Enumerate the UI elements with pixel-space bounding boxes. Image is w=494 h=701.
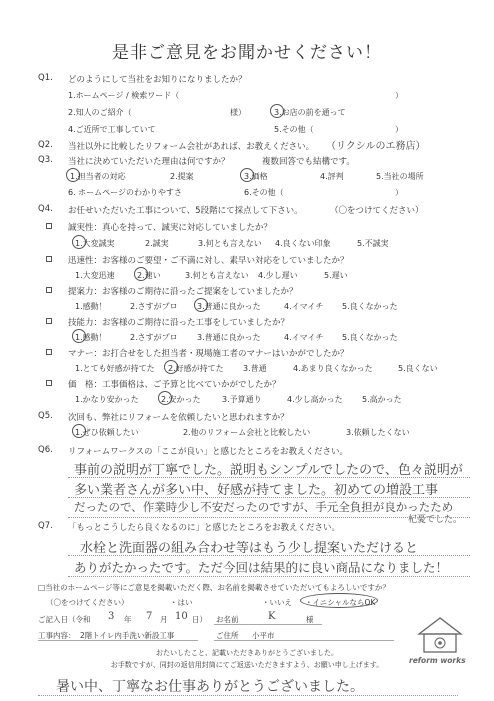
publish-note: （〇をつけてください） xyxy=(46,598,129,607)
q4-item-3-opt-2: 2.さすがプロ xyxy=(130,302,178,311)
work-underline xyxy=(38,640,198,641)
page-title: 是非ご意見をお聞かせください！ xyxy=(112,43,382,63)
entry-work: 2階トイレ内手洗い新設工事 xyxy=(80,631,175,640)
q5-question: 次回も、弊社にリフォームを依頼したいと思われますか？ xyxy=(68,413,289,423)
q1-option-2-mid: 様） xyxy=(230,108,246,117)
q6-answer-line-1: 事前の説明が丁寧でした。説明もシンプルでしたので、色々説明が xyxy=(74,463,463,478)
q1-option-5: 5.その他（ xyxy=(274,125,314,134)
footer-line-1: おたいしたこと、記載いただきありがとうございました。 xyxy=(156,649,338,657)
address-underline xyxy=(214,640,394,641)
q4-item-4-opt-3: 3.普通に良かった xyxy=(197,333,261,342)
q4-item-5-opt-3: 3.普通 xyxy=(243,364,267,373)
footer-line-2: お手数ですが、同封の返信用封筒にてご返送いただきますよう、お願い申し上げます。 xyxy=(110,661,384,669)
q4-item-3-opt-1: 1.感動！ xyxy=(75,302,107,311)
entry-work-label: 工事内容： xyxy=(38,631,76,640)
q3-option-5: 5.当社の場所 xyxy=(376,172,424,181)
q1-option-5-close: ） xyxy=(395,125,403,134)
q7-answer-line-2: ありがたかったです。ただ今回は結果的に良い商品になりました！ xyxy=(74,560,449,575)
q4-item-4-opt-2: 2.さすがプロ xyxy=(130,333,178,342)
q4-item-1-checkbox xyxy=(46,223,52,229)
q5-option-1: 1.ぜひ依頼したい xyxy=(75,428,139,437)
logo-text: reform works xyxy=(409,656,466,665)
q7-answer-line-1: 水栓と洗面器の組み合わせ等はもう少し提案いただけると xyxy=(80,541,419,556)
q4-item-5-label: マナー：お打合せをした担当者・現場施工者のマナーはいかがでしたか？ xyxy=(68,349,349,359)
q3-option-4: 4.評判 xyxy=(320,172,344,181)
q6-question: リフォームワークスの「ここが良い」と感じたところをお教えください。 xyxy=(68,447,348,457)
q4-item-1-label: 誠実性：真心を持って、誠実に対応していましたか？ xyxy=(68,223,272,233)
q4-item-4-label: 技能力：お客様のご期待に沿った工事をしていましたか？ xyxy=(68,318,290,328)
entry-address: 小平市 xyxy=(252,631,275,640)
q7-number: Q7. xyxy=(38,521,53,531)
q4-item-5-opt-1: 1.とても好感が持てた xyxy=(75,364,155,373)
q4-item-6-opt-2: 2.安かった xyxy=(161,395,201,404)
q3-option-3: 3.価格 xyxy=(244,172,268,181)
publish-yes: ・はい xyxy=(170,598,193,607)
entry-date-label: ご記入日（令和 xyxy=(38,615,91,624)
q4-question: お任せいただいた工事について、5段階にて採点して下さい。 xyxy=(68,206,303,216)
q4-item-3-label: 提案力：お客様のご期待に沿ったご提案をしていましたか？ xyxy=(68,287,298,297)
q3-option-2: 2.提案 xyxy=(170,172,194,181)
q5-option-2: 2.他のリフォーム会社と比較したい xyxy=(183,428,311,437)
name-underline xyxy=(214,624,322,625)
footer-rule xyxy=(38,695,458,696)
q4-item-5-opt-2: 2.好感が持てた xyxy=(168,364,224,373)
q4-item-4-opt-4: 4.イマイチ xyxy=(284,333,324,342)
q2-handwritten-answer: （リクシルのエ務店） xyxy=(326,141,426,152)
q4-item-4-opt-1: 1.感動！ xyxy=(75,333,107,342)
q4-item-6-opt-4: 4.少し高かった xyxy=(287,395,343,404)
q3-option-7-close: ） xyxy=(395,188,403,197)
q4-item-1-opt-3: 3.何とも言えない xyxy=(198,239,262,248)
q4-item-4-opt-5: 5.良くなかった xyxy=(342,333,398,342)
q6-rule-3 xyxy=(68,517,470,518)
q6-number: Q6. xyxy=(38,445,53,455)
q4-item-2-opt-2: 2.速い xyxy=(137,271,161,280)
q4-item-4-checkbox xyxy=(46,318,52,324)
q6-answer-line-3b: 杞憂でした。 xyxy=(408,515,463,525)
q4-item-1-opt-1: 1.大変誠実 xyxy=(75,239,115,248)
q4-item-6-checkbox xyxy=(46,380,52,386)
publish-initial: ・イニシャルならOK xyxy=(305,598,376,607)
q3-question: 当社に決めていただいた理由は何ですか？ xyxy=(68,157,230,167)
q4-item-5-opt-4: 4.あまり良くなかった xyxy=(293,364,373,373)
q4-number: Q4. xyxy=(38,204,53,214)
q4-item-2-opt-5: 5.遅い xyxy=(324,271,348,280)
entry-month-unit: 月 xyxy=(160,615,168,624)
q4-item-1-opt-4: 4.良くない印象 xyxy=(275,239,331,248)
q4-item-2-label: 迅速性：お客様のご要望・ご不満に対し、素早い対応をしていましたか？ xyxy=(68,256,349,266)
q4-item-1-opt-5: 5.不誠実 xyxy=(357,239,389,248)
q1-number: Q1. xyxy=(38,73,53,83)
entry-address-label: ご住所 xyxy=(216,631,239,640)
q6-rule-1 xyxy=(68,477,470,478)
q4-item-2-opt-4: 4.少し遅い xyxy=(258,271,298,280)
q3-option-6: 6. ホームページのわかりやすさ xyxy=(68,188,183,197)
q4-note: （〇をつけてください） xyxy=(330,206,424,216)
entry-day-unit: 日） xyxy=(192,615,207,624)
entry-day: 10 xyxy=(175,611,188,622)
q2-number: Q2. xyxy=(38,140,53,150)
entry-year: 3 xyxy=(108,611,115,622)
q4-item-2-opt-1: 1.大変迅速 xyxy=(75,271,115,280)
entry-name-label: お名前 xyxy=(216,615,239,624)
q4-item-6-opt-3: 3.予算通り xyxy=(222,395,262,404)
q4-item-2-checkbox xyxy=(46,256,52,262)
q1-option-3: 3.お店の前を通って xyxy=(274,108,346,117)
q4-item-6-label: 価 格：工事価格は、ご予算と比べていかがでしたか？ xyxy=(68,380,281,390)
q3-option-1: 1.担当者の対応 xyxy=(70,172,126,181)
q1-option-1: 1.ホームページ / 検索ワード（ xyxy=(68,91,180,100)
q3-option-7: 6.その他（ xyxy=(244,188,284,197)
q4-item-6-opt-5: 5.高かった xyxy=(362,395,402,404)
q4-item-2-opt-3: 3.何とも言えない xyxy=(185,271,249,280)
q1-option-2: 2.知人のご紹介（ xyxy=(68,108,132,117)
q6-answer-line-2: 多い業者さんが多い中、好感が持てました。初めての増設工事 xyxy=(74,483,439,498)
q7-rule-2 xyxy=(68,576,470,577)
q4-item-3-checkbox xyxy=(46,287,52,293)
entry-year-unit: 年 xyxy=(124,615,132,624)
q5-option-3: 3.依頼したくない xyxy=(346,428,410,437)
q4-item-3-opt-4: 4.イマイチ xyxy=(284,302,324,311)
q4-item-1-opt-2: 2.誠実 xyxy=(145,239,169,248)
footer-handwritten-message: 暑い中、丁寧なお仕事ありがとうございました。 xyxy=(56,679,364,695)
q3-number: Q3. xyxy=(38,155,53,165)
q7-rule-1 xyxy=(68,555,470,556)
publish-no: ・いいえ xyxy=(262,598,292,607)
q2-question: 当社以外に比較したリフォーム会社があれば、お教えください。 xyxy=(68,142,315,152)
publish-question: □当社のホームページ等にご意見を掲載いただく際、お名前を掲載させていただいてもよろしいですか？ xyxy=(38,583,390,592)
q6-answer-line-3: だったので、作業時少し不安だったのですが、手元全負担が良かったため xyxy=(74,500,454,514)
q3-note: 複数回答でも結構です。 xyxy=(262,157,355,167)
entry-name-suffix: 様 xyxy=(306,615,314,624)
q4-item-3-opt-3: 3.普通に良かった xyxy=(197,302,261,311)
q4-item-3-opt-5: 5.良くなかった xyxy=(342,302,398,311)
q4-item-5-checkbox xyxy=(46,349,52,355)
entry-name: K xyxy=(268,611,276,622)
q6-rule-2 xyxy=(68,497,470,498)
q5-number: Q5. xyxy=(38,411,53,421)
q1-question: どのようにして当社をお知りになりましたか？ xyxy=(68,75,247,85)
q4-item-6-opt-1: 1.かなり安かった xyxy=(75,395,139,404)
q1-option-1-close: ） xyxy=(395,91,403,100)
q7-question: 「もっとこうしたら良くなるのに」と感じたところをお教えください。 xyxy=(68,523,341,533)
q4-item-5-opt-5: 5.良くない xyxy=(398,364,438,373)
q1-option-4: 4.ご近所で工事していて xyxy=(68,125,156,134)
entry-month: 7 xyxy=(146,611,153,622)
